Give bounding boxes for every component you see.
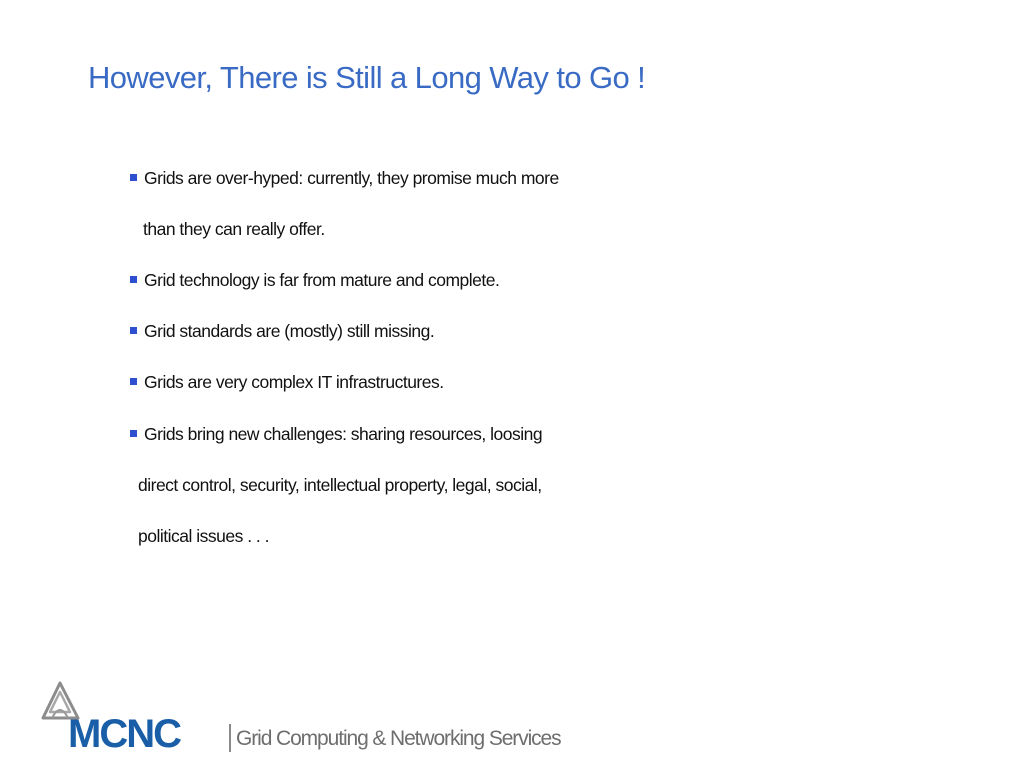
bullet-item xyxy=(130,270,499,291)
bullet-continuation xyxy=(138,526,269,547)
square-bullet-icon xyxy=(130,430,137,437)
square-bullet-icon xyxy=(130,276,137,283)
square-bullet-icon xyxy=(130,174,137,181)
mcnc-logo-wordmark: MCNC xyxy=(68,712,180,756)
logo-tagline: Grid Computing & Networking Services xyxy=(236,727,561,750)
bullet-text: Grids are over-hyped: currently, they promise much more xyxy=(144,168,559,188)
bullet-item xyxy=(130,321,434,342)
bullet-text: Grids are very complex IT infrastructures. xyxy=(144,372,444,392)
logo-divider xyxy=(229,724,231,752)
bullet-text: political issues . . . xyxy=(138,526,269,546)
bullet-text: Grid standards are (mostly) still missing. xyxy=(144,321,435,341)
bullet-item xyxy=(130,372,444,393)
bullet-continuation xyxy=(138,475,542,496)
bullet-item xyxy=(130,168,559,189)
bullet-continuation xyxy=(143,219,325,240)
bullet-item xyxy=(130,424,542,445)
square-bullet-icon xyxy=(130,378,137,385)
bullet-text: direct control, security, intellectual property, legal, social, xyxy=(138,475,542,495)
slide-title: However, There is Still a Long Way to Go ! xyxy=(88,60,646,95)
bullet-text: Grid technology is far from mature and complete. xyxy=(144,270,500,290)
bullet-text: than they can really offer. xyxy=(143,219,325,239)
square-bullet-icon xyxy=(130,327,137,334)
bullet-text: Grids bring new challenges: sharing resources, loosing xyxy=(144,424,543,444)
